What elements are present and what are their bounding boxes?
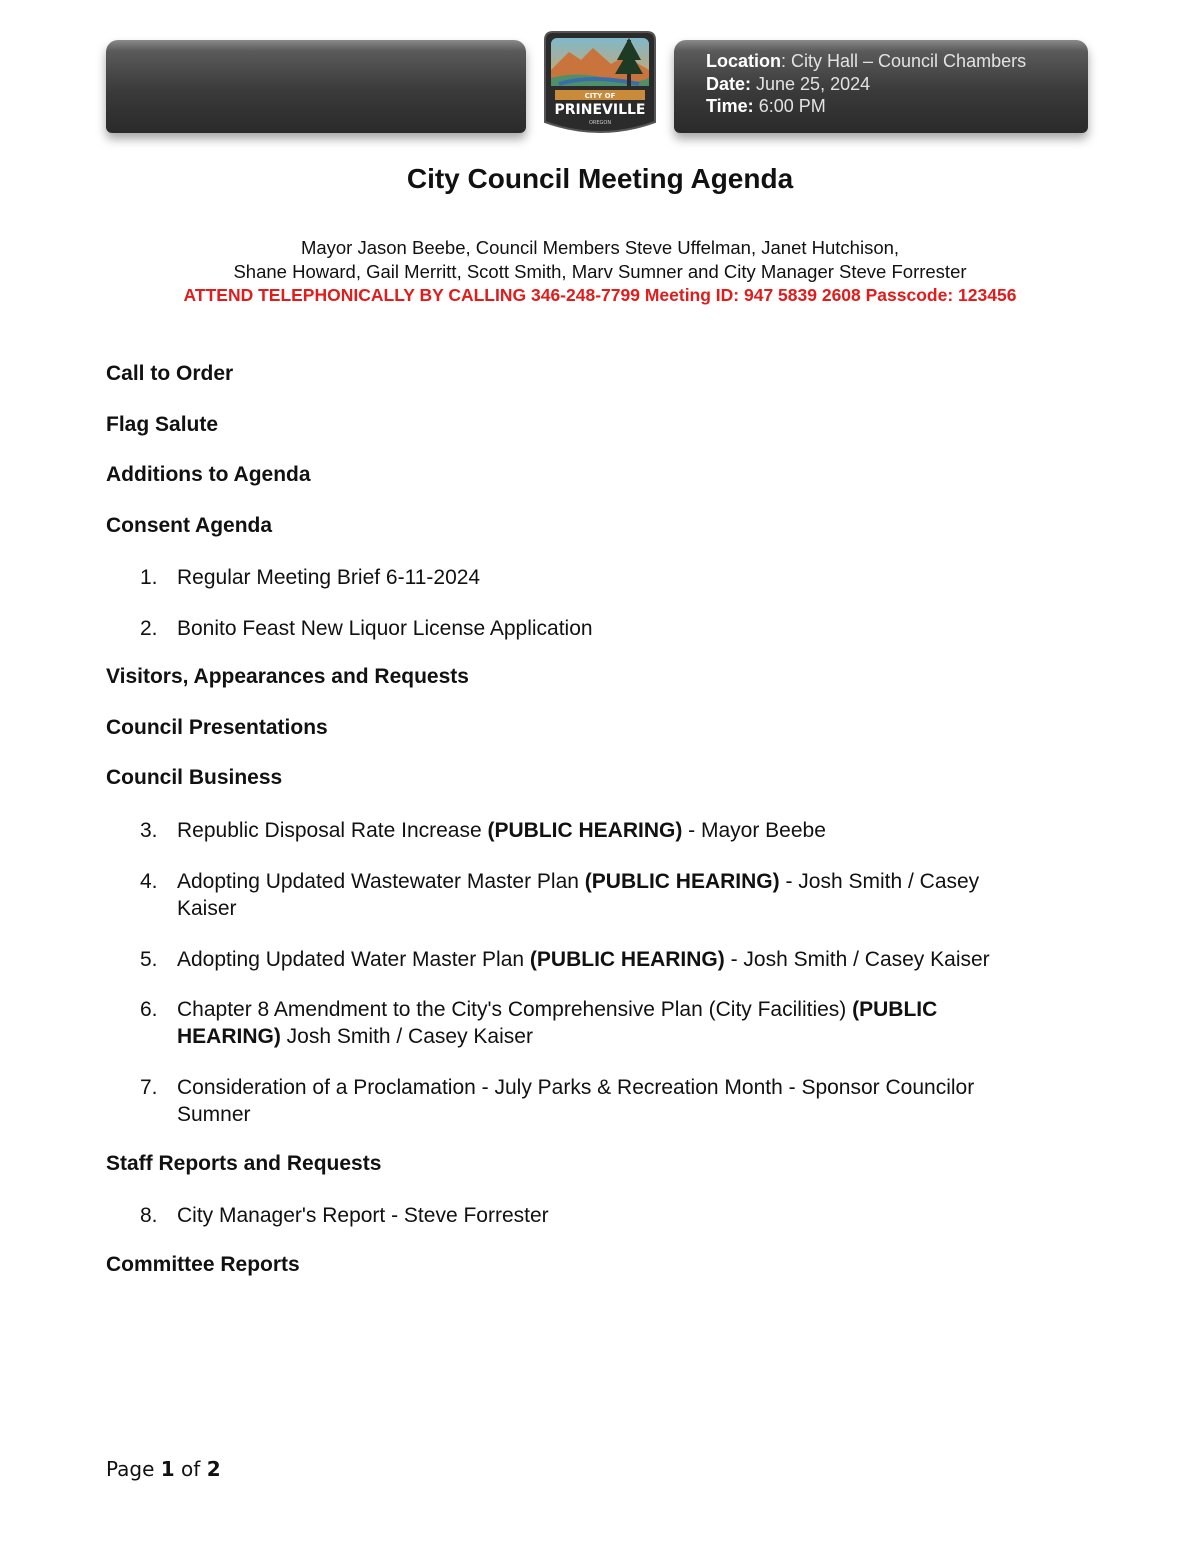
item-presenter: - Mayor Beebe xyxy=(682,819,826,842)
item-text xyxy=(177,817,1097,844)
item-text xyxy=(177,996,1097,1050)
section-staff-reports-requests: Staff Reports and Requests xyxy=(106,1152,382,1175)
item-text xyxy=(177,1074,1097,1128)
page-total: 2 xyxy=(206,1457,221,1481)
item-text: City Manager's Report - Steve Forrester xyxy=(177,1204,549,1227)
item-text-main: Chapter 8 Amendment to the City's Comprehensive Plan (City Facilities) xyxy=(177,998,853,1021)
time-label: Time: xyxy=(706,96,754,116)
page-title: City Council Meeting Agenda xyxy=(406,163,794,194)
item-text-main: Adopting Updated Wastewater Master Plan xyxy=(177,870,585,893)
attend-telephonically-notice: ATTEND TELEPHONICALLY BY CALLING 346-248-7799 Meeting ID: 947 5839 2608 Passcode: 123456 xyxy=(183,285,1017,305)
date-label: Date: xyxy=(706,73,752,94)
of-word: of xyxy=(174,1457,207,1481)
section-call-to-order: Call to Order xyxy=(106,362,234,385)
item-number: 1. xyxy=(140,566,158,589)
page-current: 1 xyxy=(160,1457,175,1481)
item-text xyxy=(177,868,1097,922)
item-presenter: - Josh Smith / Casey xyxy=(779,870,980,893)
item-text-main: Consideration of a Proclamation - July Parks & Recreation Month - Sponsor Councilor xyxy=(177,1076,975,1099)
date-value: June 25, 2024 xyxy=(751,73,871,94)
page-word: Page xyxy=(106,1457,161,1481)
item-text-main: Adopting Updated Water Master Plan xyxy=(177,948,530,971)
location-value: : City Hall – Council Chambers xyxy=(781,51,1027,71)
location-label: Location xyxy=(706,51,781,71)
item-text: Bonito Feast New Liquor License Application xyxy=(177,617,593,640)
item-presenter: Josh Smith / Casey Kaiser xyxy=(280,1025,533,1048)
item-number: 5. xyxy=(140,948,158,971)
logo-line-1: CITY OF xyxy=(584,92,616,100)
section-council-presentations: Council Presentations xyxy=(106,716,328,739)
public-hearing-tag: (PUBLIC HEARING) xyxy=(487,819,683,842)
section-committee-reports: Committee Reports xyxy=(106,1253,300,1276)
city-of-prineville-logo xyxy=(541,30,659,142)
item-text-line-2: Kaiser xyxy=(177,897,237,920)
public-hearing-tag: (PUBLIC xyxy=(852,998,938,1021)
section-consent-agenda: Consent Agenda xyxy=(106,514,273,537)
item-number: 7. xyxy=(140,1076,158,1099)
members-line-1: Mayor Jason Beebe, Council Members Steve Uffelman, Janet Hutchison, xyxy=(300,237,900,258)
meeting-info xyxy=(706,50,1026,118)
members-line-2: Shane Howard, Gail Merritt, Scott Smith, Marv Sumner and City Manager Steve Forrester xyxy=(233,261,967,282)
time-row xyxy=(706,95,1026,118)
section-flag-salute: Flag Salute xyxy=(106,413,219,436)
logo-line-2: PRINEVILLE xyxy=(554,102,646,118)
time-value: 6:00 PM xyxy=(753,96,826,116)
public-hearing-tag: (PUBLIC HEARING) xyxy=(529,948,725,971)
item-presenter: - Josh Smith / Casey Kaiser xyxy=(724,948,990,971)
section-council-business: Council Business xyxy=(106,766,283,789)
council-members xyxy=(0,236,1200,284)
item-number: 8. xyxy=(140,1204,158,1227)
page-number xyxy=(106,1457,221,1481)
item-number: 4. xyxy=(140,870,158,893)
section-additions-to-agenda: Additions to Agenda xyxy=(106,463,311,486)
item-text xyxy=(177,946,1097,973)
item-number: 6. xyxy=(140,998,158,1021)
date-row xyxy=(706,73,1026,96)
logo-line-3: OREGON xyxy=(588,120,612,126)
public-hearing-tag-cont: HEARING) xyxy=(177,1025,281,1048)
header-banner-left xyxy=(106,40,526,133)
item-text-main: Republic Disposal Rate Increase xyxy=(177,819,488,842)
item-number: 2. xyxy=(140,617,158,640)
header-banner-right xyxy=(674,40,1088,133)
public-hearing-tag: (PUBLIC HEARING) xyxy=(584,870,780,893)
section-visitors-appearances-requests: Visitors, Appearances and Requests xyxy=(106,665,469,688)
location-row xyxy=(706,50,1026,73)
item-text-line-2: Sumner xyxy=(177,1103,251,1126)
item-number: 3. xyxy=(140,819,158,842)
item-text: Regular Meeting Brief 6-11-2024 xyxy=(177,566,481,589)
